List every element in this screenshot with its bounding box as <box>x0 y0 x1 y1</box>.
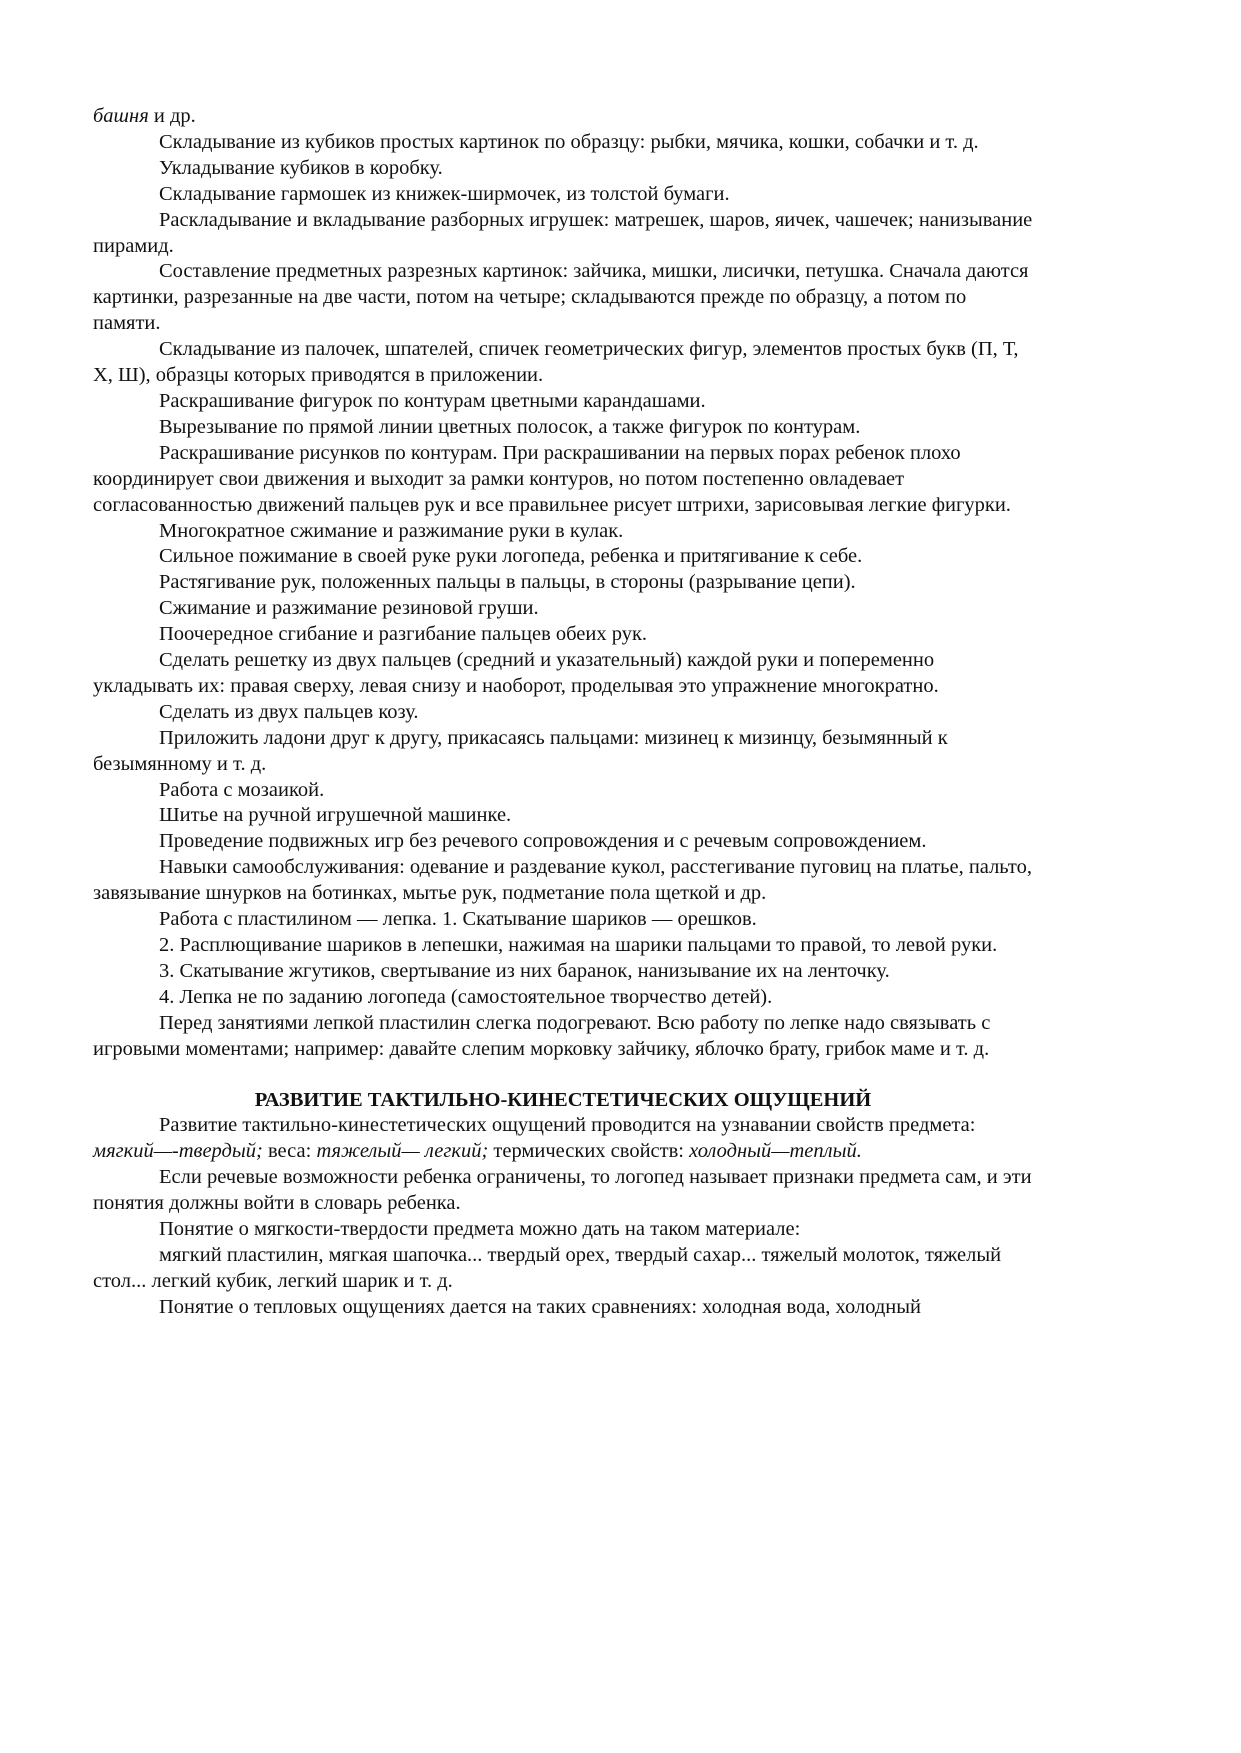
paragraph: Приложить ладони друг к другу, прикасаясь пальцами: мизинец к мизинцу, безымянный к безымянному и т. д. <box>93 726 948 775</box>
paragraph: Вырезывание по прямой линии цветных полосок, а также фигурок по контурам. <box>159 415 861 438</box>
italic-term: холодный—теплый. <box>689 1140 862 1163</box>
paragraph: Раскрашивание рисунков по контурам. При раскрашивании на первых порах ребенок плохо координирует свои движения и выходит за рамки контуров, но потом постепенно овладевает согласованностью движений пальцев рук и все правильнее рисует штрихи, зарисовывая легкие фигурки. <box>93 441 1011 516</box>
paragraph: Составление предметных разрезных картинок: зайчика, мишки, лисички, петушка. Сначала даются картинки, разрезанные на две части, потом на четыре; складываются прежде по образцу, а потом по памяти. <box>93 260 1029 335</box>
italic-word: башня <box>93 105 149 127</box>
paragraph: Раскладывание и вкладывание разборных игрушек: матрешек, шаров, яичек, чашечек; нанизывание пирамид. <box>93 208 1033 257</box>
paragraph: Если речевые возможности ребенка ограничены, то логопед называет признаки предмета сам, и эти понятия должны войти в словарь ребенка. <box>93 1166 1032 1215</box>
paragraph: Складывание из палочек, шпателей, спичек геометрических фигур, элементов простых букв (П, Т, X, Ш), образцы которых приводятся в приложении. <box>93 338 1019 387</box>
paragraph: Многократное сжимание и разжимание руки в кулак. <box>159 519 624 542</box>
paragraph: 4. Лепка не по заданию логопеда (самостоятельное творчество детей). <box>159 985 773 1008</box>
text: и др. <box>148 105 196 127</box>
text: веса: <box>262 1140 317 1163</box>
paragraph: мягкий пластилин, мягкая шапочка... твердый орех, твердый сахар... тяжелый молоток, тяжелый стол... легкий кубик, легкий шарик и т. д. <box>93 1243 1002 1292</box>
paragraph: Укладывание кубиков в коробку. <box>159 156 443 179</box>
paragraph: Понятие о мягкости-твердости предмета можно дать на таком материале: <box>159 1218 801 1241</box>
intro-paragraph <box>93 1113 1033 1165</box>
document-page <box>93 104 1033 1321</box>
paragraph: 3. Скатывание жгутиков, свертывание из них баранок, нанизывание их на ленточку. <box>159 959 890 982</box>
paragraph: Шитье на ручной игрушечной машинке. <box>159 804 512 827</box>
paragraph-list <box>93 1165 1033 1320</box>
paragraph: 2. Расплющивание шариков в лепешки, нажимая на шарики пальцами то правой, то левой руки. <box>159 934 998 956</box>
continuation-line <box>93 104 1033 130</box>
paragraph: Складывание гармошек из книжек-ширмочек, из толстой бумаги. <box>159 182 730 205</box>
section-heading: РАЗВИТИЕ ТАКТИЛЬНО-КИНЕСТЕТИЧЕСКИХ ОЩУЩЕНИЙ <box>254 1088 872 1111</box>
paragraph: Перед занятиями лепкой пластилин слегка подогревают. Всю работу по лепке надо связывать с игровыми моментами; например: давайте слепим морковку зайчику, яблочко брату, грибок маме и т. д. <box>93 1011 991 1060</box>
exercise-list <box>93 130 1033 1063</box>
paragraph: Сильное пожимание в своей руке руки логопеда, ребенка и притягивание к себе. <box>159 545 863 568</box>
paragraph: Раскрашивание фигурок по контурам цветными карандашами. <box>159 389 706 412</box>
italic-term: мягкий—-твердый; <box>93 1140 263 1163</box>
italic-term: тяжелый— легкий; <box>316 1140 489 1163</box>
text: термических свойств: <box>488 1140 690 1163</box>
paragraph: Навыки самообслуживания: одевание и раздевание кукол, расстегивание пуговиц на платье, пальто, завязывание шнурков на ботинках, мытье рук, подметание пола щеткой и др. <box>93 856 1032 905</box>
paragraph: Поочередное сгибание и разгибание пальцев обеих рук. <box>159 623 648 646</box>
text: Развитие тактильно-кинестетических ощущений проводится на узнавании свойств предмета: <box>159 1114 976 1137</box>
paragraph: Сжимание и разжимание резиновой груши. <box>159 597 539 620</box>
paragraph: Проведение подвижных игр без речевого сопровождения и с речевым сопровождением. <box>159 830 927 853</box>
paragraph: Работа с пластилином — лепка. 1. Скатывание шариков — орешков. <box>159 908 757 931</box>
paragraph: Растягивание рук, положенных пальцы в пальцы, в стороны (разрывание цепи). <box>159 571 856 594</box>
paragraph: Понятие о тепловых ощущениях дается на таких сравнениях: холодная вода, холодный <box>159 1295 922 1318</box>
paragraph: Сделать решетку из двух пальцев (средний и указательный) каждой руки и попеременно укладывать их: правая сверху, левая снизу и наоборот, проделывая это упражнение многократно. <box>93 649 939 697</box>
paragraph: Работа с мозаикой. <box>159 778 325 801</box>
paragraph: Складывание из кубиков простых картинок по образцу: рыбки, мячика, кошки, собачки и т. д. <box>159 130 979 153</box>
paragraph: Сделать из двух пальцев козу. <box>159 700 419 723</box>
